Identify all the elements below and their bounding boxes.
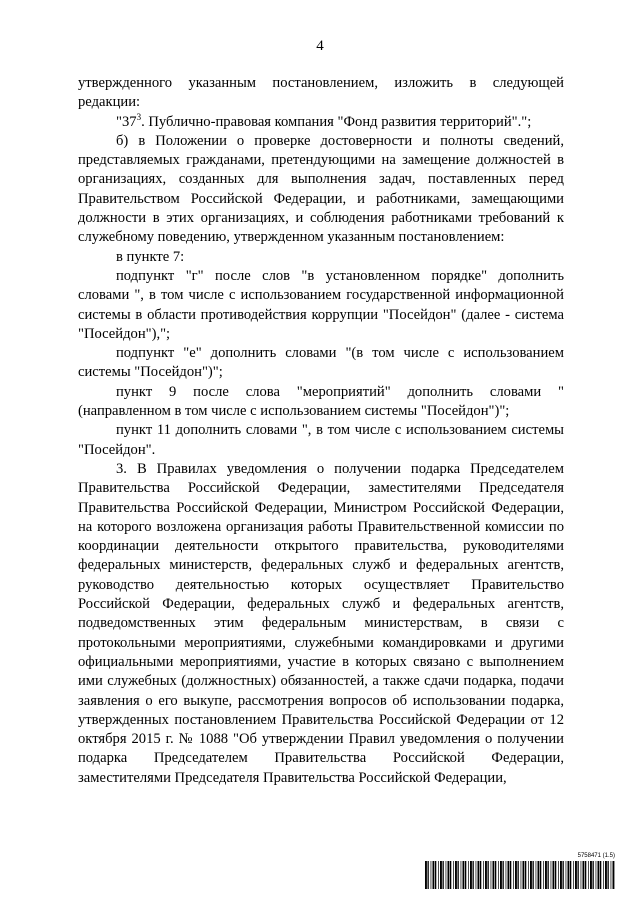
paragraph: пункт 11 дополнить словами ", в том числе с использованием системы "Посейдон".	[78, 422, 564, 458]
document-body	[78, 74, 564, 788]
document-footer	[425, 853, 615, 893]
paragraph: подпункт "г" после слов "в установленном порядке" дополнить словами ", в том числе с использованием государственной информационной системы в области противодействия коррупции "Посейдон" (далее - система "Посейдон"),";	[78, 267, 564, 342]
page-number: 4	[316, 38, 324, 54]
paragraph: подпункт "е" дополнить словами "(в том числе с использованием системы "Посейдон")";	[78, 345, 564, 381]
paragraph: в пункте 7:	[116, 248, 185, 265]
paragraph: пункт 9 после слова "мероприятий" дополнить словами "(направленном в том числе с использованием системы "Посейдон")";	[78, 383, 564, 420]
paragraph: б) в Положении о проверке достоверности и полноты сведений, представляемых гражданами, претендующими на замещение должностей в организациях, созданных для выполнения задач, поставленных перед Правительством Российской Федерации, и работниками, замещающими должности в этих организациях, и соблюдения работниками требований к служебному поведению, утвержденном указанным постановлением:	[78, 132, 564, 246]
paragraph: 3. В Правилах уведомления о получении подарка Председателем Правительства Российской Федерации, заместителями Председателя Правительства Российской Федерации, Министром Российской Федерации, на которого возложена организация работы Правительственной комиссии по координации деятельности открытого правительства, руководителями федеральных министерств, федеральных служб и федеральных агентств, руководство деятельностью которых осуществляет Правительство Российской Федерации, федеральных служб и федеральных агентств, подведомственных этим федеральным министерствам, в связи с протокольными мероприятиями, служебными командировками и другими официальными мероприятиями, участие в которых связано с выполнением ими служебных (должностных) обязанностей, а также сдачи подарка, подачи заявления о его выкупе, рассмотрения вопросов об использовании подарка, утвержденных постановлением Правительства Российской Федерации от 12 октября 2015 г. № 1088 "Об утверждении Правил уведомления о получении подарка Председателем Правительства Российской Федерации, заместителями Председателя Правительства Российской Федерации,	[78, 460, 564, 786]
paragraph: утвержденного указанным постановлением, изложить в следующей редакции:	[78, 75, 564, 111]
document-code: 5758471 (1.5)	[577, 853, 615, 859]
paragraph: "$37^3$. Публично-правовая компания "Фонд развития территорий".";	[116, 111, 532, 130]
barcode	[425, 861, 615, 889]
